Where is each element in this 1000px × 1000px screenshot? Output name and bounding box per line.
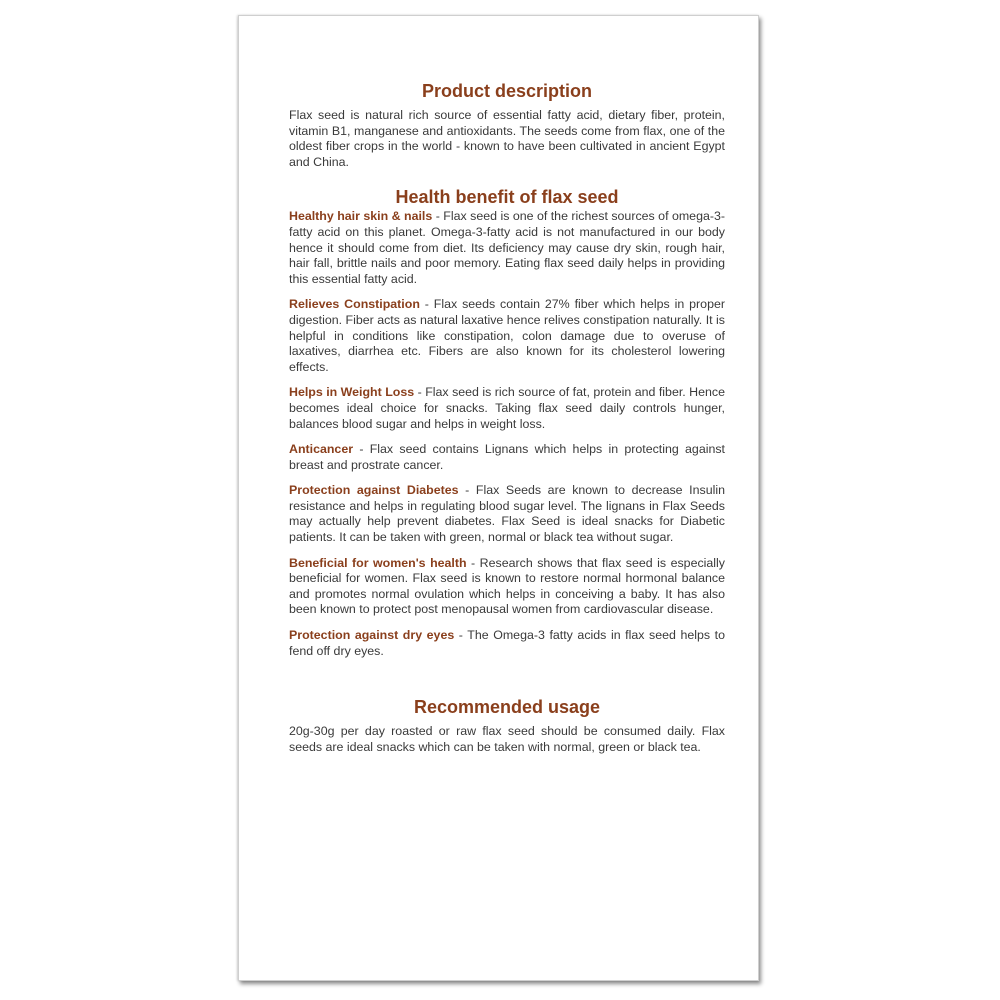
health-benefits-heading: Health benefit of flax seed — [395, 187, 619, 208]
benefit-dry-eyes — [289, 628, 725, 659]
product-description-heading: Product description — [421, 81, 592, 101]
benefit-title: Anticancer — [289, 442, 354, 457]
benefit-constipation — [289, 297, 725, 375]
benefit-title: Protection against Diabetes — [289, 483, 459, 498]
benefit-title: Healthy hair skin & nails — [289, 209, 433, 224]
benefit-text: - Flax seed contains Lignans which helps in protecting against breast and prostrate cancer. — [289, 442, 725, 472]
benefit-title: Beneficial for women's health — [289, 555, 467, 570]
product-description-text: Flax seed is natural rich source of essential fatty acid, dietary fiber, protein, vitamin B1, manganese and antioxidants. The seeds come from flax, one of the oldest fiber crops in the world - known to have been cultivated in ancient Egypt and China. — [289, 108, 725, 169]
benefit-womens-health — [289, 556, 725, 618]
benefit-text: - Research shows that flax seed is especially beneficial for women. Flax seed is known to restore normal hormonal balance and promotes normal ovulation which helps in conceiving a baby. It has also been known to protect post menopausal women from cardiovascular disease. — [289, 555, 725, 617]
benefit-text: - Flax seeds contain 27% fiber which helps in proper digestion. Fiber acts as natural laxative hence relives constipation naturally. It is helpful in conditions like constipation, colon damage due to overuse of laxatives, diarrhea etc. Fibers are also known for its cholesterol lowering effects. — [289, 297, 725, 374]
recommended-usage-text: 20g-30g per day roasted or raw flax seed should be consumed daily. Flax seeds are ideal snacks which can be taken with normal, green or black tea. — [289, 724, 725, 754]
recommended-usage-heading: Recommended usage — [413, 697, 601, 718]
benefit-text: - Flax seed is one of the richest sources of omega-3-fatty acid on this planet. Omega-3-fatty acid is not manufactured in our body hence it should come from diet. Its deficiency may cause dry skin, rough hair, hair fall, brittle nails and poor memory. Eating flax seed daily helps in providing this essential fatty acid. — [289, 209, 725, 286]
product-info-card — [238, 15, 759, 981]
benefit-weight-loss — [289, 385, 725, 432]
benefit-title: Protection against dry eyes — [289, 628, 455, 643]
benefit-text: - Flax seed is rich source of fat, protein and fiber. Hence becomes ideal choice for snacks. Taking flax seed daily controls hunger, balances blood sugar and helps in weight loss. — [289, 385, 725, 431]
benefit-anticancer — [289, 442, 725, 473]
benefit-title: Helps in Weight Loss — [289, 385, 415, 400]
benefit-diabetes — [289, 483, 725, 545]
card-content — [289, 80, 725, 755]
benefit-hair-skin-nails — [289, 209, 725, 287]
benefit-text: - The Omega-3 fatty acids in flax seed helps to fend off dry eyes. — [289, 628, 725, 658]
benefit-text: - Flax Seeds are known to decrease Insulin resistance and helps in regulating blood sugar level. The lignans in Flax Seeds may actually help prevent diabetes. Flax Seed is ideal snacks for Diabetic patients. It can be taken with green, normal or black tea without sugar. — [289, 483, 726, 545]
benefit-title: Relieves Constipation — [289, 297, 420, 312]
